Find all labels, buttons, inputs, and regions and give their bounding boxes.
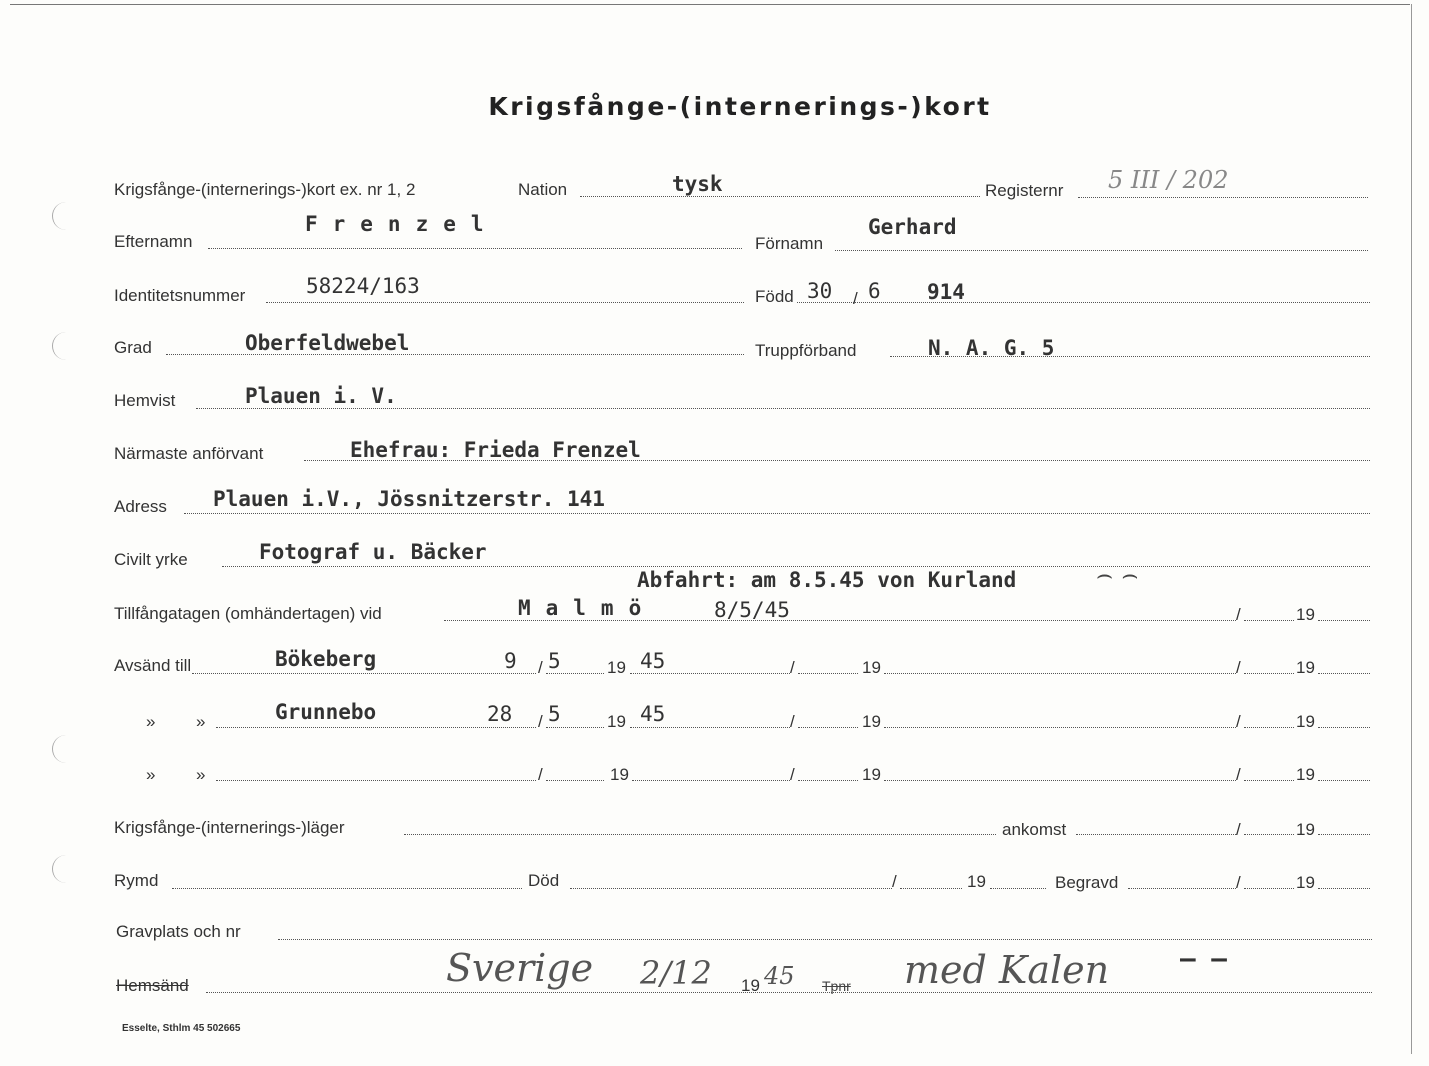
punch-mark [52, 855, 73, 883]
dead-line-3 [990, 888, 1046, 889]
printer-imprint: Esselte, Sthlm 45 502665 [122, 1023, 241, 1034]
sent-slash-3: / [1236, 765, 1241, 784]
id-line [266, 302, 744, 303]
sent-line-1b [546, 673, 604, 674]
captured-place: Malmö [518, 596, 657, 620]
dead-label: Död [528, 871, 560, 890]
card-top-edge [10, 4, 1410, 5]
sent-prefix-3: 19 [1296, 658, 1315, 677]
unit-value: N. A. G. 5 [928, 336, 1055, 360]
transfer-2-place: Grunnebo [275, 700, 377, 724]
ex-label: Krigsfånge-(internerings-)kort ex. nr 1, 2 [114, 180, 416, 199]
departure-note-dash: ⌢ ⌢ [1096, 560, 1139, 590]
sent-slash-3: / [1236, 712, 1241, 731]
home-line [196, 408, 1370, 409]
born-line [797, 302, 1370, 303]
arrival-slash: / [1236, 820, 1241, 839]
job-value: Fotograf u. Bäcker [259, 540, 487, 564]
ditto-mark: » [196, 712, 206, 731]
sent-line-3c [632, 780, 790, 781]
nation-label: Nation [518, 180, 568, 199]
sent-slash-2: / [790, 765, 795, 784]
dead-slash: / [892, 872, 897, 891]
sent-slash-3: / [1236, 658, 1241, 677]
rank-label: Grad [114, 338, 152, 357]
ditto-mark: » [146, 712, 156, 731]
sent-line-1f [1244, 673, 1294, 674]
sent-line-2e [884, 727, 1236, 728]
buried-slash: / [1236, 873, 1241, 892]
sent-prefix-1: 19 [610, 765, 629, 784]
captured-slash: / [1236, 605, 1241, 624]
kin-label: Närmaste anförvant [114, 444, 264, 463]
transfer-1-slash: / [538, 658, 543, 677]
tpnr-label: Tpnr [822, 978, 851, 994]
transfer-2-year: 45 [640, 702, 666, 726]
sent-slash-1: / [538, 765, 543, 784]
grave-label: Gravplats och nr [116, 922, 241, 941]
sent-line-1c [630, 673, 790, 674]
arrival-line-2 [1244, 834, 1294, 835]
surname-value: Frenzel [305, 212, 499, 236]
unit-label: Truppförband [755, 341, 857, 360]
sent-line-3e [884, 780, 1236, 781]
sent-home-year: 45 [764, 962, 795, 990]
arrival-prefix: 19 [1296, 820, 1315, 839]
buried-prefix: 19 [1296, 873, 1315, 892]
nation-value: tysk [672, 172, 723, 196]
rank-value: Oberfeldwebel [245, 331, 410, 355]
register-label: Registernr [985, 181, 1064, 200]
arrival-line [1076, 834, 1236, 835]
captured-year-prefix: 19 [1296, 605, 1315, 624]
home-label: Hemvist [114, 391, 176, 410]
sent-line-2g [1318, 727, 1370, 728]
escaped-label: Rymd [114, 871, 159, 890]
arrival-line-3 [1318, 834, 1370, 835]
sent-prefix-2: 19 [862, 712, 881, 731]
transfer-2-day: 28 [487, 702, 513, 726]
buried-line-3 [1318, 888, 1370, 889]
transfer-1-day: 9 [504, 649, 517, 673]
departure-note: Abfahrt: am 8.5.45 von Kurland [637, 568, 1017, 592]
sent-home-line [206, 992, 1372, 993]
ditto-mark: » [196, 765, 206, 784]
sent-line-3f [1244, 780, 1294, 781]
sent-home-place: Sverige [446, 946, 594, 990]
home-value: Plauen i. V. [245, 384, 397, 408]
sent-line-2b [546, 727, 604, 728]
born-slash: / [853, 289, 858, 308]
job-label: Civilt yrke [114, 550, 188, 569]
captured-line-3 [1318, 620, 1370, 621]
sent-line-2d [798, 727, 858, 728]
dead-line-2 [900, 888, 962, 889]
escaped-line [172, 888, 522, 889]
captured-label: Tillfångatagen (omhändertagen) vid [114, 604, 382, 623]
firstname-label: Förnamn [755, 234, 824, 253]
transfer-2-prefix: 19 [607, 712, 626, 731]
sent-line-3 [216, 780, 536, 781]
dead-line [570, 888, 892, 889]
sent-prefix-3: 19 [1296, 765, 1315, 784]
sent-home-date: 2/12 [640, 954, 712, 992]
card-title: Krigsfånge-(internerings-)kort [488, 92, 992, 121]
sent-slash-2: / [790, 658, 795, 677]
transfer-2-slash: / [538, 712, 543, 731]
grave-line [278, 939, 1372, 940]
sent-line-3d [798, 780, 858, 781]
nation-line [580, 196, 980, 197]
register-value: 5 III / 202 [1108, 166, 1229, 194]
card-right-edge [1411, 4, 1412, 1054]
register-line [1078, 197, 1368, 198]
transfer-1-year: 45 [640, 649, 666, 673]
dead-prefix: 19 [967, 872, 986, 891]
sent-home-prefix: 19 [741, 976, 760, 995]
born-day: 30 [807, 279, 833, 303]
firstname-value: Gerhard [868, 215, 957, 239]
address-label: Adress [114, 497, 167, 516]
sent-prefix-2: 19 [862, 658, 881, 677]
surname-line [208, 248, 742, 249]
captured-date: 8/5/45 [714, 598, 790, 622]
firstname-line [835, 250, 1368, 251]
id-label: Identitetsnummer [114, 286, 246, 305]
transfer-1-place: Bökeberg [275, 647, 377, 671]
punch-mark [52, 202, 73, 230]
handwritten-note: med Kalen [904, 948, 1110, 992]
kin-value: Ehefrau: Frieda Frenzel [350, 438, 641, 462]
address-value: Plauen i.V., Jössnitzerstr. 141 [213, 487, 605, 511]
sent-slash-2: / [790, 712, 795, 731]
born-label: Född [755, 287, 794, 306]
sent-line-1 [192, 673, 536, 674]
arrival-label: ankomst [1002, 820, 1067, 839]
sent-line-2f [1244, 727, 1294, 728]
sent-line-1g [1318, 673, 1370, 674]
born-month: 6 [868, 279, 881, 303]
transfer-1-prefix: 19 [607, 658, 626, 677]
camp-line [404, 834, 996, 835]
sent-line-1e [884, 673, 1236, 674]
address-line [184, 513, 1370, 514]
punch-mark [52, 735, 73, 763]
sent-line-2 [216, 727, 536, 728]
buried-line [1128, 888, 1236, 889]
sent-line-1d [798, 673, 858, 674]
born-year: 914 [927, 280, 965, 304]
transfer-1-month: 5 [548, 649, 561, 673]
captured-line [444, 620, 1236, 621]
sent-home-label: Hemsänd [116, 976, 189, 995]
camp-label: Krigsfånge-(internerings-)läger [114, 818, 345, 837]
punch-mark [52, 332, 73, 360]
closing-dashes: – – [1180, 944, 1227, 974]
ditto-mark: » [146, 765, 156, 784]
job-line [222, 566, 1370, 567]
buried-line-2 [1244, 888, 1294, 889]
sent-line-2c [630, 727, 790, 728]
sent-label: Avsänd till [114, 656, 192, 675]
sent-line-3g [1318, 780, 1370, 781]
buried-label: Begravd [1055, 873, 1119, 892]
captured-line-2 [1244, 620, 1294, 621]
id-value: 58224/163 [306, 274, 420, 298]
sent-line-3b [546, 780, 604, 781]
surname-label: Efternamn [114, 232, 193, 251]
sent-prefix-3: 19 [1296, 712, 1315, 731]
sent-prefix-2: 19 [862, 765, 881, 784]
transfer-2-month: 5 [548, 702, 561, 726]
